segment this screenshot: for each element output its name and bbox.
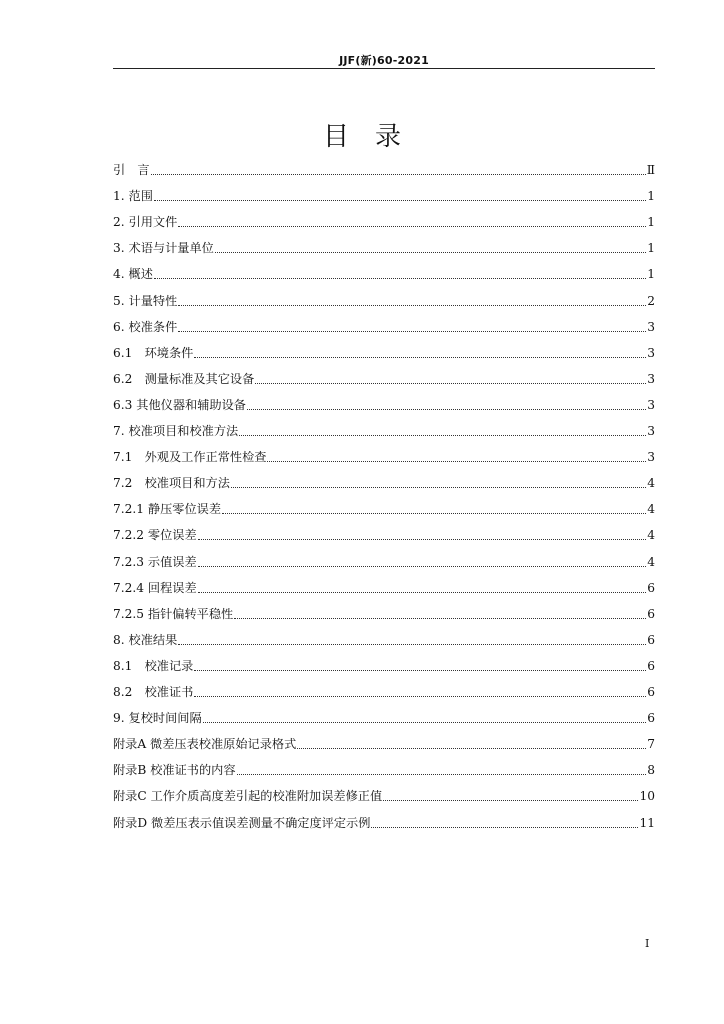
toc-dot-leader bbox=[267, 461, 646, 462]
toc-entry-label: 附录D 微差压表示值误差测量不确定度评定示例 bbox=[113, 815, 371, 830]
toc-entry-page: 6 bbox=[647, 711, 655, 726]
toc-dot-leader bbox=[203, 722, 647, 723]
toc-entry[interactable] bbox=[113, 186, 655, 204]
toc-entry[interactable] bbox=[113, 708, 655, 726]
toc-entry-page: 10 bbox=[639, 789, 655, 804]
toc-entry[interactable] bbox=[113, 760, 655, 778]
toc-entry[interactable] bbox=[113, 447, 655, 465]
toc-entry-page: 7 bbox=[647, 737, 655, 752]
page-title: 目录 bbox=[322, 122, 427, 152]
toc-entry-label: 7.2.2 零位误差 bbox=[113, 528, 197, 543]
toc-entry[interactable] bbox=[113, 813, 655, 831]
toc-dot-leader bbox=[151, 174, 646, 175]
toc-entry-page: 3 bbox=[647, 345, 655, 360]
toc-entry-page: 6 bbox=[647, 658, 655, 673]
toc-entry-page: 4 bbox=[647, 476, 655, 491]
toc-dot-leader bbox=[231, 487, 646, 488]
toc-dot-leader bbox=[239, 435, 646, 436]
toc-dot-leader bbox=[178, 305, 646, 306]
toc-entry[interactable] bbox=[113, 525, 655, 543]
toc-entry-label: 3. 术语与计量单位 bbox=[113, 241, 214, 256]
toc-entry-label: 附录A 微差压表校准原始记录格式 bbox=[113, 737, 297, 752]
toc-entry-label: 7. 校准项目和校准方法 bbox=[113, 424, 239, 438]
toc-entry-page: Ⅱ bbox=[646, 163, 655, 177]
toc-entry-page: 3 bbox=[647, 319, 655, 334]
toc-entry-page: 6 bbox=[647, 632, 655, 647]
toc-entry[interactable] bbox=[113, 317, 655, 335]
toc-dot-leader bbox=[234, 618, 646, 619]
toc-entry[interactable] bbox=[113, 395, 655, 413]
toc-dot-leader bbox=[198, 566, 647, 567]
toc-dot-leader bbox=[194, 670, 646, 671]
toc-entry-page: 2 bbox=[647, 293, 655, 308]
toc-dot-leader bbox=[198, 539, 647, 540]
toc-entry-page: 1 bbox=[647, 241, 655, 256]
toc-entry-label: 7.2.1 静压零位误差 bbox=[113, 502, 222, 517]
toc-entry-page: 1 bbox=[647, 189, 655, 204]
page-number: I bbox=[645, 937, 650, 950]
toc-entry[interactable] bbox=[113, 160, 655, 178]
toc-entry[interactable] bbox=[113, 734, 655, 752]
toc-entry-label: 7.2.5 指针偏转平稳性 bbox=[113, 606, 234, 621]
toc-entry-page: 6 bbox=[647, 685, 655, 699]
toc-entry[interactable] bbox=[113, 656, 655, 674]
toc-dot-leader bbox=[247, 409, 646, 410]
toc-entry-page: 4 bbox=[647, 554, 655, 569]
toc-entry-label: 7.2.3 示值误差 bbox=[113, 554, 197, 569]
toc-entry-page: 3 bbox=[647, 397, 655, 412]
toc-entry-label: 1. 范围 bbox=[113, 189, 153, 204]
toc-entry[interactable] bbox=[113, 238, 655, 256]
toc-dot-leader bbox=[198, 592, 647, 593]
toc-entry-label: 8.1 校准记录 bbox=[113, 658, 194, 673]
toc-entry-page: 3 bbox=[647, 450, 655, 465]
toc-dot-leader bbox=[194, 696, 646, 697]
toc-entry[interactable] bbox=[113, 291, 655, 309]
toc-entry[interactable] bbox=[113, 421, 655, 439]
toc-dot-leader bbox=[371, 827, 638, 828]
toc-entry[interactable] bbox=[113, 264, 655, 282]
toc-entry-label: 4. 概述 bbox=[113, 267, 153, 282]
toc-dot-leader bbox=[215, 252, 646, 253]
toc-dot-leader bbox=[194, 357, 646, 358]
toc-entry-label: 8.2 校准证书 bbox=[113, 685, 194, 699]
header-rule bbox=[113, 68, 655, 69]
toc-entry-label: 7.2 校准项目和方法 bbox=[113, 476, 230, 491]
toc-entry-label: 附录C 工作介质高度差引起的校准附加误差修正值 bbox=[113, 789, 383, 804]
toc-entry[interactable] bbox=[113, 343, 655, 361]
toc-entry[interactable] bbox=[113, 499, 655, 517]
toc-entry-label: 附录B 校准证书的内容 bbox=[113, 763, 236, 778]
toc-dot-leader bbox=[154, 200, 646, 201]
toc-entry-label: 6. 校准条件 bbox=[113, 319, 178, 334]
toc-entry-page: 3 bbox=[647, 424, 655, 438]
toc-entry[interactable] bbox=[113, 369, 655, 387]
toc-entry-label: 6.2 测量标准及其它设备 bbox=[113, 371, 255, 386]
toc-entry[interactable] bbox=[113, 578, 655, 596]
toc-entry-label: 9. 复校时间间隔 bbox=[113, 711, 202, 726]
toc-entry-label: 6.3 其他仪器和辅助设备 bbox=[113, 397, 246, 412]
toc-entry[interactable] bbox=[113, 552, 655, 570]
toc-dot-leader bbox=[154, 278, 646, 279]
toc-dot-leader bbox=[297, 748, 646, 749]
toc-entry[interactable] bbox=[113, 212, 655, 230]
toc-entry-label: 引 言 bbox=[113, 163, 150, 177]
toc-dot-leader bbox=[178, 331, 646, 332]
toc-entry-page: 8 bbox=[647, 763, 655, 778]
toc-dot-leader bbox=[383, 800, 638, 801]
toc-entry-page: 6 bbox=[647, 580, 655, 595]
toc-entry[interactable] bbox=[113, 786, 655, 804]
toc-dot-leader bbox=[255, 383, 646, 384]
toc-entry-page: 6 bbox=[647, 606, 655, 621]
toc-entry[interactable] bbox=[113, 473, 655, 491]
toc-entry-label: 6.1 环境条件 bbox=[113, 345, 194, 360]
toc-entry[interactable] bbox=[113, 682, 655, 700]
standard-code-header: JJF(新)60-2021 bbox=[339, 54, 429, 67]
toc-entry-label: 7.2.4 回程误差 bbox=[113, 580, 197, 595]
toc-dot-leader bbox=[178, 226, 646, 227]
toc-dot-leader bbox=[237, 774, 647, 775]
toc-entry-label: 2. 引用文件 bbox=[113, 215, 178, 230]
toc-dot-leader bbox=[222, 513, 646, 514]
toc-entry-page: 3 bbox=[647, 371, 655, 386]
toc-entry-page: 1 bbox=[647, 215, 655, 230]
toc-entry[interactable] bbox=[113, 630, 655, 648]
toc-entry-page: 1 bbox=[647, 267, 655, 282]
toc-entry-page: 11 bbox=[639, 815, 655, 830]
toc-entry-page: 4 bbox=[647, 502, 655, 517]
toc-entry-label: 5. 计量特性 bbox=[113, 293, 178, 308]
toc-entry[interactable] bbox=[113, 604, 655, 622]
toc-dot-leader bbox=[178, 644, 646, 645]
toc-entry-label: 7.1 外观及工作正常性检查 bbox=[113, 450, 267, 465]
toc-entry-page: 4 bbox=[647, 528, 655, 543]
toc-entry-label: 8. 校准结果 bbox=[113, 632, 178, 647]
